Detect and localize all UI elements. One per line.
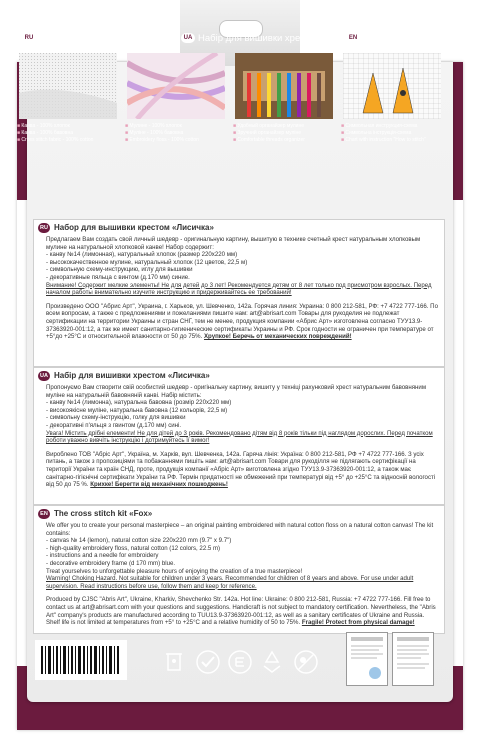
en-section [33,505,445,634]
compliance-icons [150,640,350,684]
title-ru [22,33,166,44]
ua-item: - декоративні п'яльця з гвинтом (д.170 мм) сині. [46,421,182,429]
ua-item: - символьну схему-інструкцію, голку для вишивки [46,414,186,422]
barcode-icon [35,640,127,680]
title-ua [181,33,321,44]
feature-caption-2: ■ Мулине - 100% хлопок ■ Муліне - 100% бавовна ■ Embroidery floss - 100% cotton [125,123,229,144]
ua-intro: Пропонуємо Вам створити свій особистий шедевр - оригінальну картину, вишиту у техніці рахунковий хрест натуральним бавовняним муліне на натуральній бавовняній канві. Набір містить: [46,384,427,399]
lang-badge: RU [22,33,36,43]
en-maker: Produced by CJSC "Abris Art", Ukraine, Kharkiv, Shevchenko Str. 142a. Hot line: Ukraine: 0 800 212-581, Russia: +7 4722 777-166. Fill free to contact us at art@abrisart.com with your questions and suggestions. Handicraft is not subject to mandatory certification. Nevertheless, the "Abris Art" company's products are manufactured according to TUU13.9-37363920-001:12, as well as a sanitary certificates of Ukraine and Russia. Shelf life is not limited at temperatures from +5° to +25°C and a relative humidity of 50 to 75%. Fragile! Protect from physical damage! [46,596,436,627]
ru-intro: Предлагаем Вам создать свой личный шедевр - оригинальную картину, вышитую в технике счетный крест натуральным хлопковым мулине на натуральной хлопковой канве! Набор содержит: [46,236,421,251]
ru-badge: RU [38,223,50,233]
en-warning: Warning! Choking Hazard. Not suitable for children under 3 years. Recommended for children of 8 years and above. For use under adult supervision. Read instructions before use, follow them and keep for reference. [46,575,414,590]
ua-warning: Увага! Містить дрібні елементи! Не для дітей до 3 років. Рекомендовано дітям від 8 років тільки під наглядом дорослих. Перед початком роботи уважно вивчіть інструкцію і дотримуйтесь її вимог! [46,429,433,445]
ua-maker: Вироблено ТОВ "Абріс Арт", Україна, м. Харків, вул. Шевченка, 142а. Гаряча лінія: Україна: 0 800 212-581, РФ +7 4722 777-166. З усіх питань, а також з пропозиціями та побажаннями пишіть нам: art@abrisart.com Товари для рукоділля не підлягають сертифікації на території України та країн СНД, проте, продукція компанії «Абріс Арт» виготовлена згідно ТУУ13.9-37363920-001:12, а також має санітарно-гігієнічні сертифікати України та РФ. Термін придатності не обмежений при температурі від +5° до +25°С та відносній вологості від 50 до 75 %. Крихке! Берегти від механічних пошкоджень! [46,450,436,489]
en-item: - instructions and a needle for embroidery [46,552,159,560]
ru-body [46,236,438,341]
eac-icon [226,648,254,676]
ru-maker: Произведено ООО "Абрис Арт", Украина, г. Харьков, ул. Шевченко, 142а. Горячая линия: Украина: 0 800 212-581, РФ: +7 4722 777-166. По всем вопросам, а также с предложениями и пожеланиями пишите нам: art@abrisart.com Товары для рукоделия не подлежат сертификации на территории Украины и стран СНГ, тем не менее, продукция компании «Абрис Арт» изготовлена согласно ТУУ13.9-37363920-001:12, а так же имеет санитарно-гигиенические сертификаты Украины и РФ. Срок годности не ограничен при температуре от +5°до +25°С и относительной влажности от 50 до 75%. Хрупкое! Беречь от механических повреждений! [46,302,438,341]
organizer-photo [235,53,333,119]
en-body [46,522,438,627]
ukr-conformity-icon [194,648,222,676]
ru-item: - высококачественное мулине, натуральный хлопок (12 цветов, 22,5 м) [46,258,248,266]
title-text: Набір для вишивки хрестом [198,33,322,44]
ru-item: - символьную схему-инструкцию, иглу для вышивки [46,266,193,274]
ua-badge: UA [38,371,50,381]
recycle-bin-icon [160,648,188,676]
feature-caption-1: ■ Канва - 100% хлопок ■ Канва - 100% бавовна ■ Cross stitch fabric - 100% cotton [17,123,121,144]
ua-title: Набір для вишивки хрестом «Лисичка» [54,371,210,381]
title-text: Cross stitch kit [363,33,425,44]
en-badge: EN [38,509,50,519]
ru-title: Набор для вышивки крестом «Лисичка» [54,223,214,233]
ru-section [33,219,445,367]
en-item: - decorative embroidery frame (d 170 mm) blue. [46,559,176,567]
ua-heading [38,371,210,381]
ru-warning: Внимание! Содержит мелкие элементы! Не для детей до 3 лет! Рекомендуется детям от 8 лет только под присмотром взрослых. Перед началом работы внимательно изучите инструкцию и придерживайтесь ее требований! [46,281,432,297]
ru-fragile: Хрупкое! Беречь от механических повреждений! [203,333,352,341]
ru-item: - канву №14 (лимонная), натуральный хлопок (размер 220х220 мм) [46,251,238,259]
lang-badge: EN [346,33,360,43]
age-warning-icon [292,648,320,676]
ua-item: - канву №14 (лимонна), натуральна бавовна (розмір 220х220 мм) [46,399,232,407]
en-fragile: Fragile! Protect from physical damage! [301,619,415,627]
title-text: Набор для вышивки крестом [39,33,167,44]
feature-photos [17,53,443,161]
feature-caption-3: ■ Удобный органайзер мулине ■ Зручний органайзер муліне ■ Comfortable threads organizer [233,123,337,144]
ru-heading [38,223,214,233]
title-en [346,33,425,44]
feature-caption-4: ■ Символьная инструкция-схема ■ Символьна інструкція-схема ■ Chart with instruction "How to stitch" [341,123,445,144]
certificate-thumb [346,632,388,686]
en-intro: We offer you to create your personal masterpiece – an original painting embroidered with natural cotton floss on a natural cotton canvas! The kit contains: [46,522,434,537]
en-item: - high-quality embroidery floss, natural cotton (12 colors, 22.5 m) [46,544,221,552]
ua-item: - високоякісне муліне, натуральна бавовна (12 кольорів, 22,5 м) [46,406,228,414]
lang-badge: UA [181,33,195,43]
en-item: - canvas № 14 (lemon), natural cotton size 220x220 mm (9.7" x 9.7") [46,537,232,545]
en-item: Treat yourselves to unforgettable pleasure hours of enjoying the creation of a true masterpiece! [46,567,303,575]
ru-item: - декоративные пяльца с винтом (д.170 мм) синие. [46,273,190,281]
ua-section [33,367,445,505]
ua-body [46,384,438,489]
en-heading [38,509,152,519]
canvas-photo [19,53,117,119]
recycle-icon [258,648,286,676]
leaflet-thumbnails [340,632,440,688]
ua-fragile: Крихке! Берегти від механічних пошкоджень! [90,481,228,489]
floss-photo [127,53,225,119]
en-title: The cross stitch kit «Fox» [54,509,153,519]
product-title-row [16,33,442,49]
chart-photo [343,53,441,119]
instruction-thumb [392,632,434,686]
